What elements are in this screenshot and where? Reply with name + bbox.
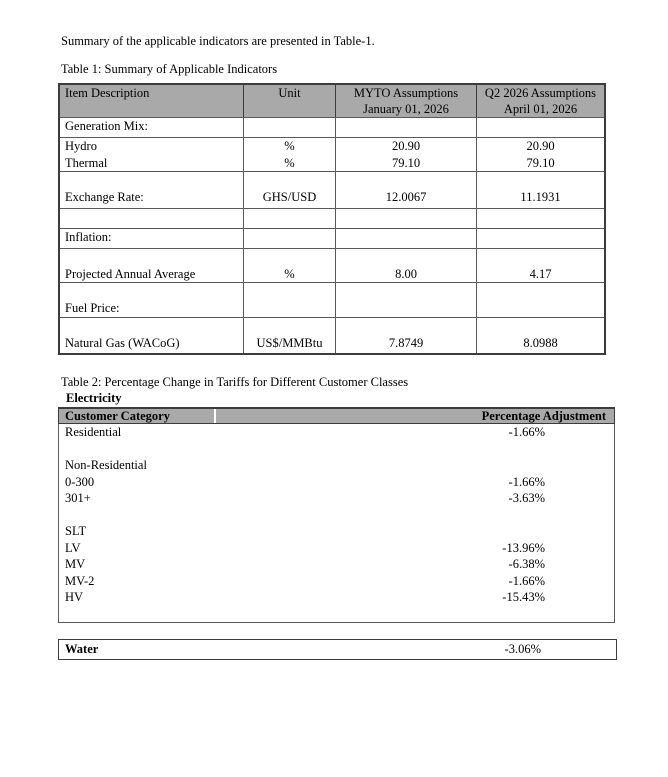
adjustment-value [545, 441, 614, 458]
cell-line: January 01, 2026 [363, 102, 449, 116]
category-label [59, 507, 65, 524]
adjustment-value [545, 457, 614, 474]
cell-line: US$/MMBtu [256, 336, 323, 350]
cell-line: 20.90 [526, 139, 555, 153]
cell-line [336, 249, 476, 266]
table1-cell [243, 172, 335, 208]
tariff-row-slt [59, 523, 614, 540]
cell-line: % [284, 139, 295, 153]
cell-line [65, 283, 243, 300]
cell-line: 11.1931 [520, 190, 561, 204]
table1-cell [60, 138, 243, 171]
cell-line: GHS/USD [262, 190, 317, 204]
cell-line [65, 209, 243, 226]
table1-row-exchange-rate [60, 171, 604, 208]
table1-header-item-description [60, 85, 243, 117]
adjustment-value [545, 523, 614, 540]
cell-line: MYTO Assumptions [353, 86, 459, 100]
table1-cell [243, 229, 335, 248]
table1-cell [243, 249, 335, 282]
adjustment-value: -1.66% [508, 474, 545, 489]
tariff-row-blank [59, 606, 614, 623]
category-label: SLT [65, 524, 87, 538]
electricity-section-label: Electricity [66, 391, 122, 405]
tariff-row-0-300 [59, 474, 614, 491]
category-label: Non-Residential [65, 458, 147, 472]
table1-row-generation-mix [60, 117, 604, 137]
cell-line: Fuel Price: [65, 301, 120, 315]
cell-line [477, 209, 604, 226]
cell-line: 4.17 [529, 267, 552, 281]
cell-line [244, 172, 335, 189]
table1-cell [60, 172, 243, 208]
adjustment-value: -13.96% [502, 540, 545, 555]
cell-line [477, 249, 604, 266]
category-label: LV [65, 540, 81, 555]
table2-header-row [58, 407, 615, 424]
cell-line: Q2 2026 Assumptions [484, 86, 597, 100]
tariff-row-301plus [59, 490, 614, 507]
table1-cell [476, 172, 604, 208]
cell-line: 12.0067 [385, 190, 427, 204]
cell-line: April 01, 2026 [503, 102, 578, 116]
table1-cell [476, 283, 604, 317]
table1-cell [60, 229, 243, 248]
table1-cell [335, 209, 476, 228]
adjustment-value: -1.66% [508, 425, 545, 439]
category-label: 301+ [65, 491, 91, 505]
table1-cell [243, 118, 335, 137]
table1-cell [335, 249, 476, 282]
table1-caption: Table 1: Summary of Applicable Indicators [61, 62, 278, 76]
cell-line: 8.00 [395, 267, 417, 281]
cell-line [65, 318, 243, 335]
table1-row-hydro-thermal [60, 137, 604, 171]
table1-cell [60, 118, 243, 137]
table1-row-fuel-price [60, 282, 604, 317]
table1-cell [476, 318, 604, 353]
adjustment-value: -15.43% [502, 590, 545, 604]
water-adjustment-value: -3.06% [504, 642, 541, 656]
tariff-row-hv [59, 589, 614, 606]
table2-body [58, 424, 615, 623]
category-label: Residential [65, 425, 122, 439]
cell-line [244, 209, 335, 226]
cell-line [336, 300, 476, 317]
cell-line: Thermal [65, 156, 108, 170]
cell-line [336, 172, 476, 189]
cell-line [244, 249, 335, 266]
cell-line [477, 283, 604, 300]
cell-line [336, 118, 476, 135]
cell-line [477, 172, 604, 189]
table1-cell [60, 209, 243, 228]
tariff-row-mv-2 [59, 573, 614, 590]
cell-line: % [284, 156, 295, 170]
table1-header-unit [243, 85, 335, 117]
tariff-row-lv [59, 540, 614, 557]
cell-line: Exchange Rate: [65, 190, 144, 204]
adjustment-value [545, 507, 614, 524]
tariff-row-blank [59, 441, 614, 458]
cell-line: Inflation: [65, 230, 112, 244]
table1-row-projected-annual-average [60, 248, 604, 282]
table1-cell [335, 318, 476, 353]
category-label: HV [65, 590, 84, 604]
adjustment-value [545, 606, 614, 623]
cell-line: Hydro [65, 139, 97, 153]
table1-header-row [60, 85, 604, 117]
table2-caption: Table 2: Percentage Change in Tariffs for Different Customer Classes [61, 375, 409, 389]
table1-applicable-indicators [58, 83, 606, 355]
cell-line [244, 283, 335, 300]
cell-line: 79.10 [526, 156, 555, 170]
table1-cell [335, 138, 476, 171]
table1-cell [60, 283, 243, 317]
table1-cell [60, 249, 243, 282]
water-tariff-row [58, 639, 617, 660]
table1-cell [243, 138, 335, 171]
cell-line: Natural Gas (WACoG) [65, 336, 180, 350]
table1-header-q2-assumptions [476, 85, 604, 117]
category-label: MV [65, 557, 86, 571]
tariff-row-blank [59, 507, 614, 524]
cell-line [244, 318, 335, 335]
intro-text: Summary of the applicable indicators are presented in Table-1. [61, 34, 375, 48]
cell-line [336, 229, 476, 246]
table2-header-customer-category: Customer Category [59, 409, 214, 423]
cell-line: 7.8749 [388, 336, 424, 350]
table1-cell [476, 209, 604, 228]
cell-line [65, 172, 243, 189]
table1-cell [335, 118, 476, 137]
cell-line [477, 229, 604, 246]
table2-tariff-changes [58, 407, 615, 623]
tariff-row-mv [59, 556, 614, 573]
cell-line: 20.90 [391, 139, 421, 153]
table1-header-myto-assumptions [335, 85, 476, 117]
table1-cell [476, 138, 604, 171]
table1-cell [476, 249, 604, 282]
category-label: 0-300 [65, 474, 95, 489]
table1-cell [335, 283, 476, 317]
category-label [59, 441, 65, 458]
adjustment-value: -1.66% [508, 573, 545, 588]
cell-line [336, 283, 476, 300]
table1-cell [476, 229, 604, 248]
table1-cell [335, 172, 476, 208]
cell-line [244, 118, 335, 135]
adjustment-value: -3.63% [508, 491, 545, 505]
cell-line [477, 300, 604, 317]
cell-line: Item Description [65, 86, 150, 100]
table1-cell [243, 209, 335, 228]
water-label: Water [65, 642, 99, 656]
category-label: MV-2 [65, 573, 95, 588]
adjustment-value: -6.38% [508, 557, 545, 571]
table1-cell [476, 118, 604, 137]
cell-line: 8.0988 [523, 336, 558, 350]
cell-line [244, 229, 335, 246]
table1-cell [60, 318, 243, 353]
table1-cell [335, 229, 476, 248]
cell-line [477, 118, 604, 135]
cell-line: % [284, 267, 295, 281]
cell-line [336, 209, 476, 226]
table1-row-inflation [60, 228, 604, 248]
cell-line [336, 318, 476, 335]
tariff-row-non-residential [59, 457, 614, 474]
table2-header-percentage-adjustment: Percentage Adjustment [216, 409, 614, 423]
table1-cell [243, 283, 335, 317]
table1-cell [243, 318, 335, 353]
cell-line [65, 249, 243, 266]
cell-line: Projected Annual Average [65, 267, 196, 281]
table1-row-empty [60, 208, 604, 228]
cell-line: Unit [278, 86, 301, 100]
table1-row-natural-gas [60, 317, 604, 353]
cell-line: Generation Mix: [65, 119, 148, 133]
cell-line: 79.10 [391, 156, 421, 170]
tariff-row-residential [59, 424, 614, 441]
cell-line [244, 300, 335, 317]
cell-line [477, 318, 604, 335]
category-label [59, 606, 65, 623]
